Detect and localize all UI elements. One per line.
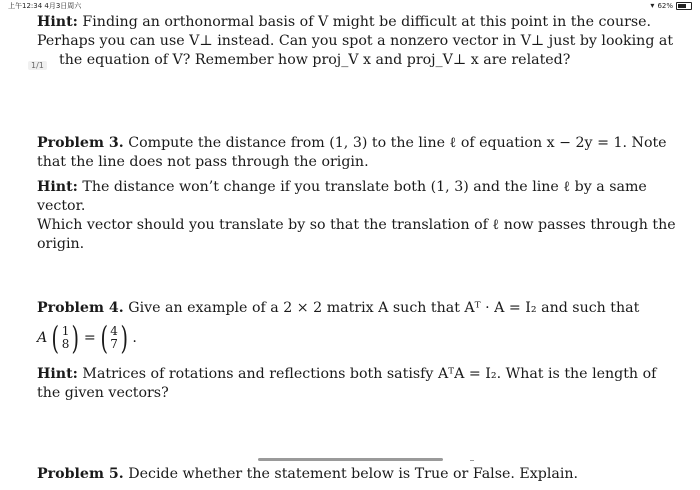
hint-top (37, 13, 679, 70)
vector-left-bottom: 8 (61, 337, 70, 351)
equals-sign: = (83, 330, 96, 346)
problem-3-hint2: Which vector should you translate by so that the translation of ℓ now passes through the (37, 217, 676, 233)
problem-4-hint1: Matrices of rotations and reflections both satisfy AᵀA = I₂. What is the length of (82, 366, 657, 382)
vector-right-top: 4 (110, 324, 118, 338)
vector-left-top: 1 (61, 324, 70, 338)
hint-top-line1: Finding an orthonormal basis of V might be difficult at this point in the course. (82, 14, 652, 30)
page-indicator[interactable]: 1/1 (28, 61, 47, 70)
problem-5-label: Problem 5. (37, 466, 124, 482)
problem-4 (37, 299, 679, 318)
problem-4-hint (37, 365, 679, 403)
problem-3-line2: that the line does not pass through the origin. (37, 154, 369, 170)
status-bar (0, 0, 700, 12)
matrix-a: A (37, 330, 48, 346)
hint-top-line2: Perhaps you can use V⊥ instead. Can you spot a nonzero vector in V⊥ just by looking at (37, 33, 674, 49)
equation-period: . (132, 330, 137, 346)
horizontal-scrollbar[interactable] (258, 458, 443, 461)
problem-4-line1: Give an example of a 2 × 2 matrix A such that Aᵀ · A = I₂ and such that (128, 300, 640, 316)
vector-right-bottom: 7 (110, 337, 118, 351)
vector-right: ( 4 7 ) (100, 319, 128, 357)
problem-3-hint3: origin. (37, 236, 85, 252)
problem-3-line1: Compute the distance from (1, 3) to the line ℓ of equation x − 2y = 1. Note (128, 135, 667, 151)
status-time: 上午12:34 4月3日周六 (8, 2, 82, 10)
vector-left: ( 1 8 ) (51, 319, 80, 357)
hint-top-line3: the equation of V? Remember how proj_V x and proj_V⊥ x are related? (59, 52, 571, 68)
wifi-icon: ▾ (650, 1, 655, 10)
problem-4-equation (37, 319, 137, 357)
problem-3 (37, 134, 679, 172)
problem-3-hint1: The distance won’t change if you translate both (1, 3) and the line ℓ by a same vector. (37, 179, 647, 214)
problem-3-label: Problem 3. (37, 135, 124, 151)
problem-5-line1: Decide whether the statement below is True or False. Explain. (128, 466, 579, 482)
problem-4-label: Problem 4. (37, 300, 124, 316)
problem-4-hint2: the given vectors? (37, 385, 169, 401)
problem-3-hint-label: Hint: (37, 179, 78, 195)
battery-percent: 62% (657, 1, 673, 10)
problem-3-hint (37, 178, 679, 254)
scroll-mark (470, 460, 474, 461)
problem-5 (37, 465, 679, 484)
status-right (650, 1, 692, 10)
hint-top-label: Hint: (37, 14, 78, 30)
problem-4-hint-label: Hint: (37, 366, 78, 382)
battery-icon (676, 2, 692, 10)
